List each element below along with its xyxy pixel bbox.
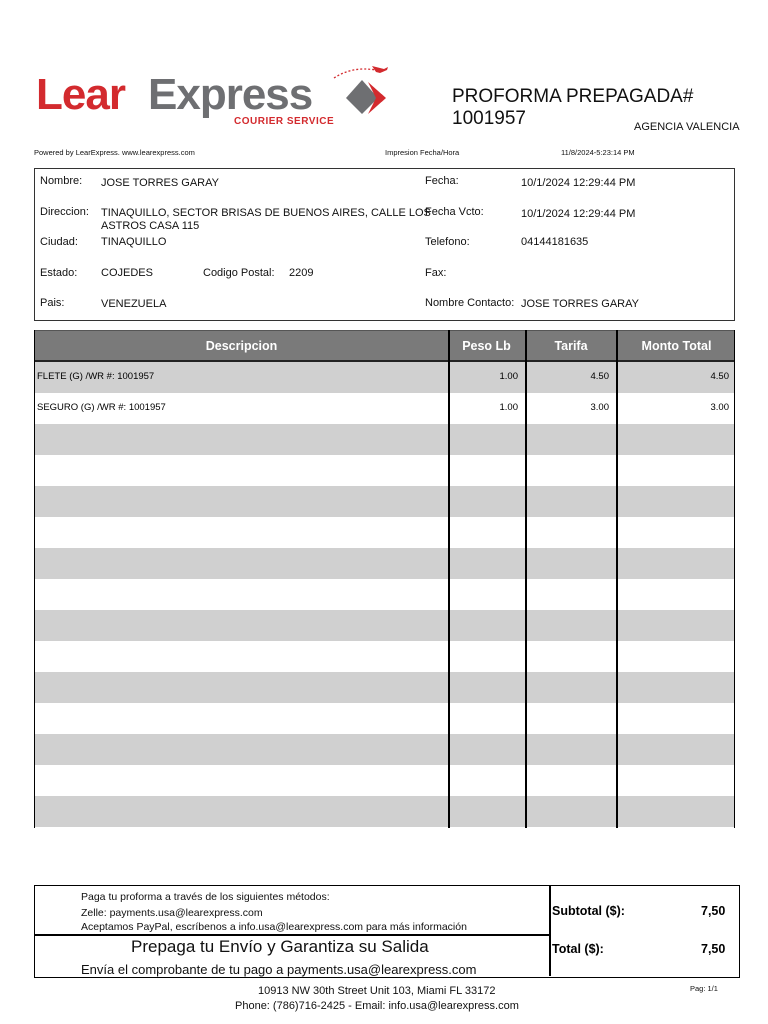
table-row [35, 455, 734, 486]
fecha-value: 10/1/2024 12:29:44 PM [521, 177, 636, 189]
column-divider [448, 330, 450, 828]
codigo-postal-label: Codigo Postal: [203, 267, 275, 279]
table-row [35, 734, 734, 765]
payment-subline: Envía el comprobante de tu pago a payments.usa@learexpress.com [81, 962, 477, 977]
nombre-value: JOSE TORRES GARAY [101, 177, 219, 189]
payment-headline: Prepaga tu Envío y Garantiza su Salida [131, 937, 429, 956]
fecha-vcto-value: 10/1/2024 12:29:44 PM [521, 208, 636, 220]
powered-by: Powered by LearExpress. www.learexpress.com [34, 148, 195, 157]
logo-diamond-plane-icon [332, 62, 392, 118]
codigo-postal-value: 2209 [289, 267, 314, 279]
table-row [35, 517, 734, 548]
col-header-descripcion: Descripcion [205, 339, 278, 353]
telefono-label: Telefono: [425, 236, 470, 248]
table-row [35, 548, 734, 579]
table-row [35, 765, 734, 796]
direccion-line1: TINAQUILLO, SECTOR BRISAS DE BUENOS AIRES, CALLE LOS [101, 207, 431, 219]
print-datetime-value: 11/8/2024-5:23:14 PM [561, 148, 635, 157]
footer-contact: Phone: (786)716-2425 - Email: info.usa@learexpress.com [235, 1000, 519, 1012]
column-divider [525, 330, 527, 828]
direccion-line2: ASTROS CASA 115 [101, 220, 200, 232]
logo-text-express: Express [148, 70, 313, 119]
pais-label: Pais: [40, 297, 65, 309]
direccion-label: Direccion: [40, 206, 89, 218]
fecha-vcto-label: Fecha Vcto: [425, 206, 484, 218]
table-row [35, 703, 734, 734]
brand-logo [36, 58, 396, 130]
contacto-label: Nombre Contacto: [425, 297, 515, 309]
fax-label: Fax: [425, 267, 447, 279]
telefono-value: 04144181635 [521, 236, 589, 248]
table-row [35, 362, 734, 393]
cell-tarifa: 4.50 [590, 371, 609, 382]
cell-monto: 4.50 [710, 371, 729, 382]
subtotal-value: 7,50 [701, 904, 726, 918]
cell-peso: 1.00 [499, 371, 518, 382]
table-row [35, 641, 734, 672]
customer-info-box [34, 168, 735, 321]
estado-label: Estado: [40, 267, 78, 279]
cell-descripcion: FLETE (G) /WR #: 1001957 [37, 371, 155, 382]
total-label: Total ($): [552, 942, 604, 956]
page-number: Pag: 1/1 [690, 984, 718, 993]
nombre-label: Nombre: [40, 175, 83, 187]
logo-tagline: COURIER SERVICE [234, 116, 335, 127]
col-header-peso: Peso Lb [462, 339, 511, 353]
col-header-monto: Monto Total [641, 339, 712, 353]
col-header-tarifa: Tarifa [554, 339, 588, 353]
cell-peso: 1.00 [499, 402, 518, 413]
pais-value: VENEZUELA [101, 298, 167, 310]
estado-value: COJEDES [101, 267, 153, 279]
table-row [35, 424, 734, 455]
table-row [35, 393, 734, 424]
table-row [35, 610, 734, 641]
items-table [34, 330, 735, 828]
column-divider [616, 330, 618, 828]
document-title: PROFORMA PREPAGADA# 1001957 [452, 86, 694, 129]
logo-text-lear: Lear [36, 70, 125, 119]
total-value: 7,50 [701, 942, 726, 956]
payment-zelle: Zelle: payments.usa@learexpress.com [81, 907, 263, 919]
payment-methods-intro: Paga tu proforma a través de los siguientes métodos: [81, 891, 330, 903]
box-divider-horizontal [35, 934, 549, 936]
payment-paypal: Aceptamos PayPal, escríbenos a info.usa@learexpress.com para más información [81, 921, 467, 933]
print-datetime-label: Impresion Fecha/Hora [385, 148, 460, 157]
cell-descripcion: SEGURO (G) /WR #: 1001957 [37, 402, 166, 413]
ciudad-value: TINAQUILLO [101, 236, 167, 248]
table-row [35, 672, 734, 703]
agency-name: AGENCIA VALENCIA [634, 121, 740, 133]
table-row [35, 796, 734, 827]
contacto-value: JOSE TORRES GARAY [521, 298, 639, 310]
box-divider-vertical [549, 886, 551, 976]
cell-monto: 3.00 [710, 402, 729, 413]
subtotal-label: Subtotal ($): [552, 904, 625, 918]
fecha-label: Fecha: [425, 175, 459, 187]
table-row [35, 579, 734, 610]
footer-address: 10913 NW 30th Street Unit 103, Miami FL 33172 [258, 985, 496, 997]
cell-tarifa: 3.00 [590, 402, 609, 413]
payment-totals-box [34, 885, 740, 978]
ciudad-label: Ciudad: [40, 236, 78, 248]
table-row [35, 486, 734, 517]
table-header [35, 330, 734, 362]
